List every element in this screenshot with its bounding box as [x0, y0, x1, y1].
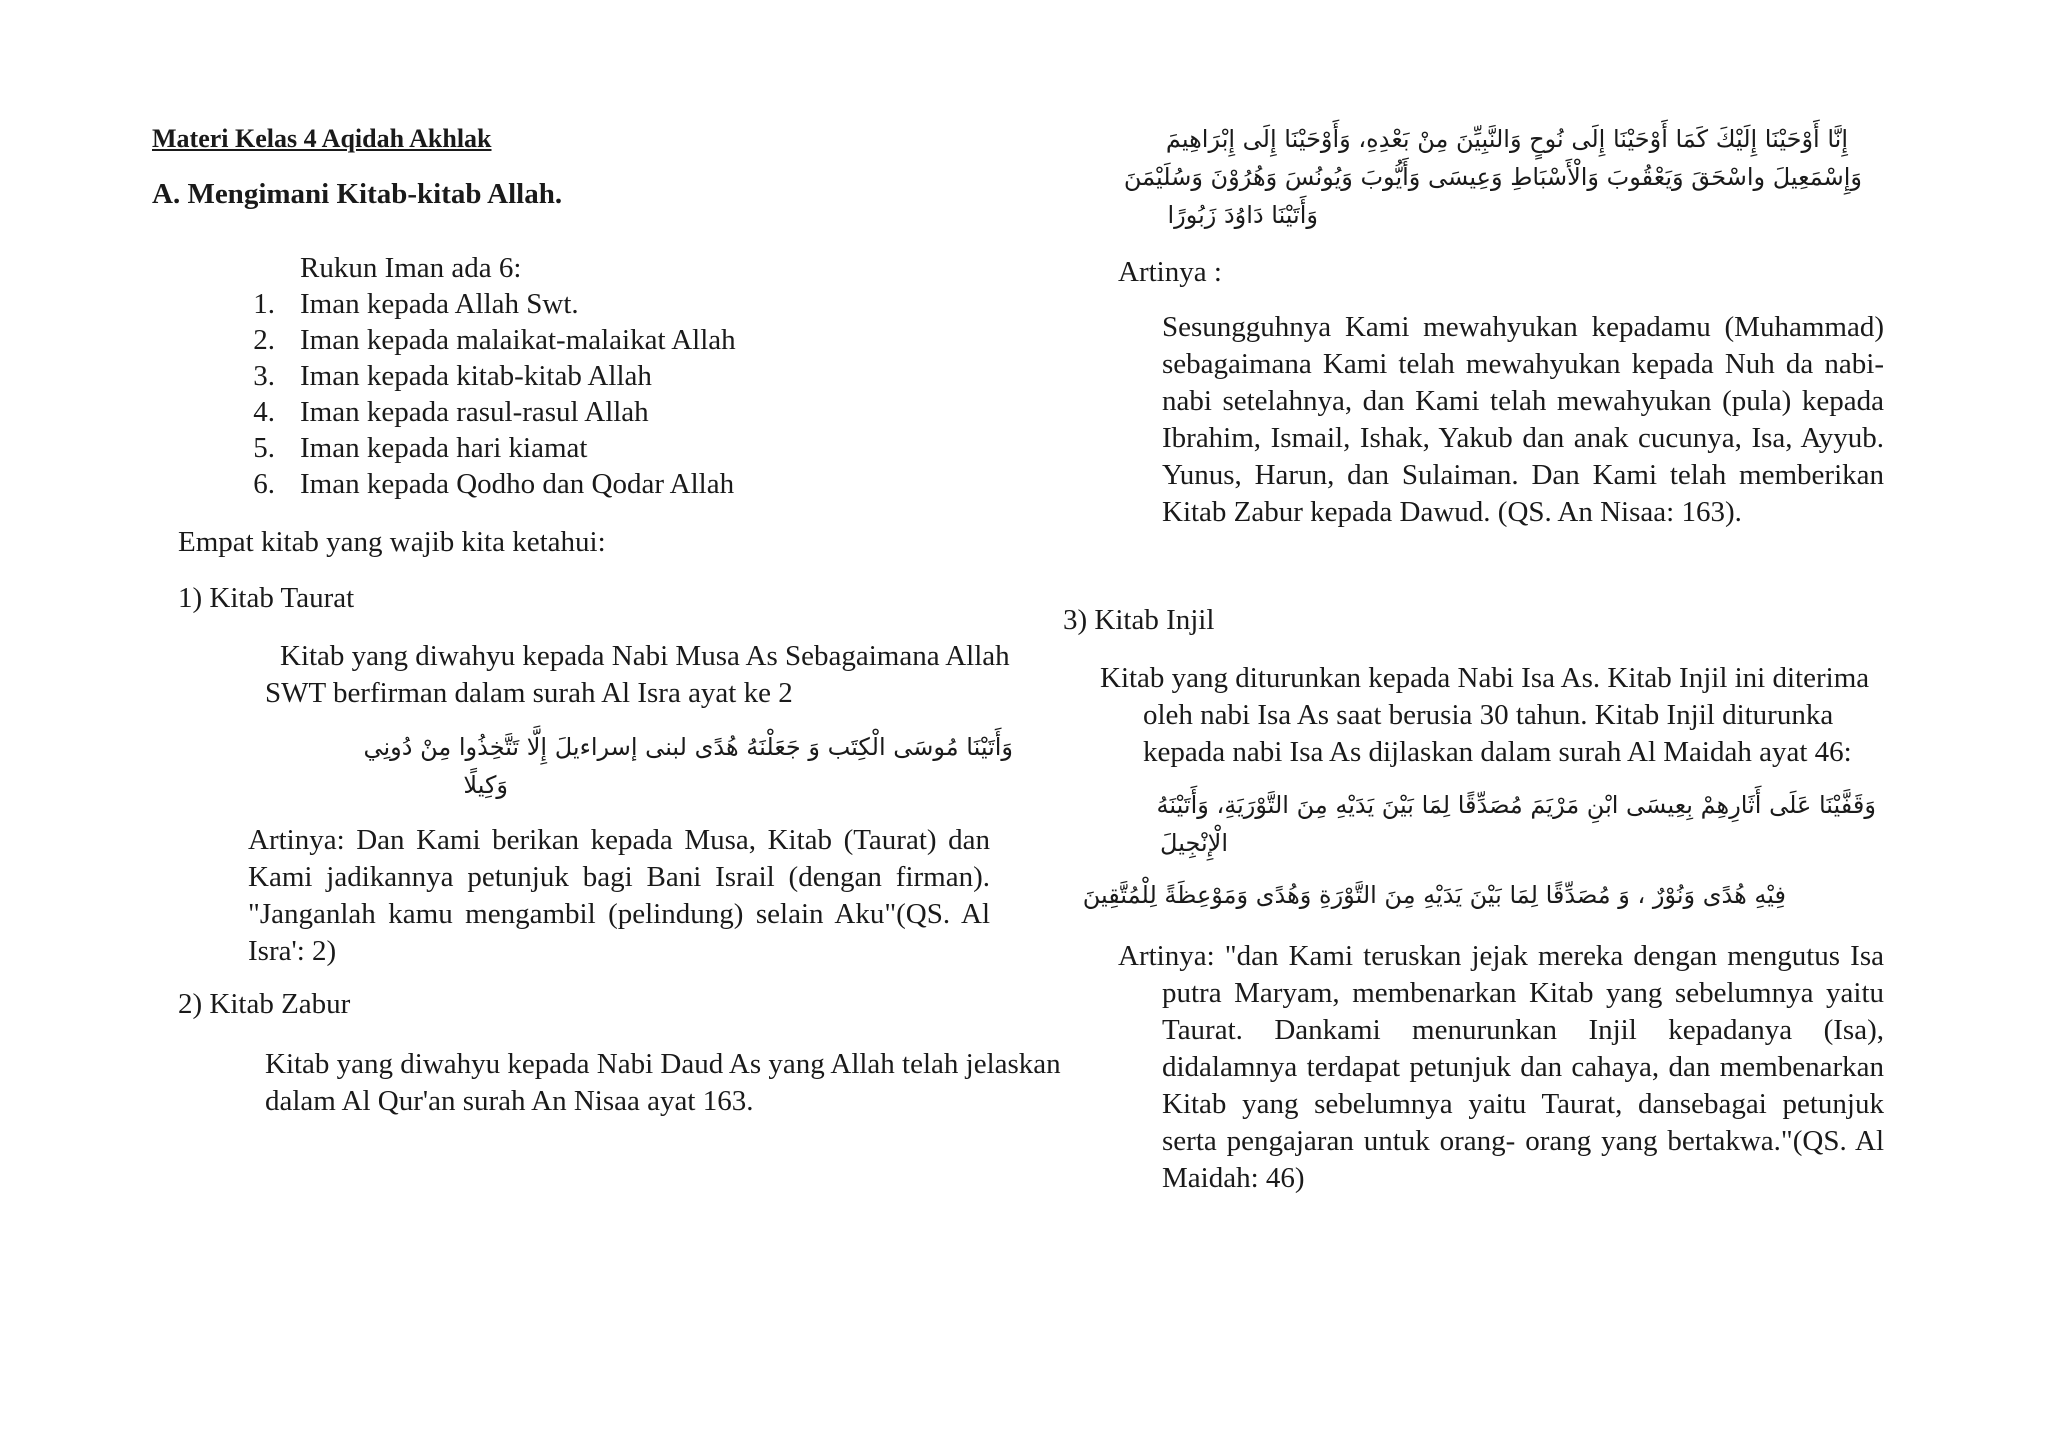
injil-artinya-line: Maidah: 46): [1162, 1162, 1305, 1194]
empat-kitab-text: Empat kitab yang wajib kita ketahui:: [178, 526, 606, 558]
list-item: Iman kepada malaikat-malaikat Allah: [300, 324, 736, 356]
taurat-artinya-line: Artinya: Dan Kami berikan kepada Musa, Kitab (Taurat) dan: [248, 824, 990, 856]
section-heading: A. Mengimani Kitab-kitab Allah.: [152, 178, 563, 210]
injil-arabic-line: الْإِنْجِيلَ: [1160, 829, 1228, 857]
taurat-artinya-line: Kami jadikannya petunjuk bagi Bani Israil (dengan firman).: [248, 861, 990, 893]
injil-desc-line: oleh nabi Isa As saat berusia 30 tahun. Kitab Injil diturunka: [1143, 699, 1834, 731]
list-item: Iman kepada kitab-kitab Allah: [300, 360, 652, 392]
injil-artinya-line: Artinya: "dan Kami teruskan jejak mereka dengan mengutus Isa: [1118, 940, 1884, 972]
zabur-artinya-line: Ibrahim, Ismail, Ishak, Yakub dan anak cucunya, Isa, Ayyub.: [1162, 422, 1884, 454]
list-item: Iman kepada rasul-rasul Allah: [300, 396, 649, 428]
taurat-desc-line: SWT berfirman dalam surah Al Isra ayat ke 2: [265, 677, 793, 709]
injil-artinya-line: didalamnya terdapat petunjuk dan cahaya, dan membenarkan: [1162, 1051, 1884, 1083]
list-number: 2.: [253, 324, 275, 356]
taurat-artinya-line: "Janganlah kamu mengambil (pelindung) selain Aku"(QS. Al: [248, 898, 990, 930]
list-number: 5.: [253, 432, 275, 464]
zabur-artinya-line: sebagaimana Kami telah mewahyukan kepada Nuh da nabi-: [1162, 348, 1884, 380]
list-item: Iman kepada Qodho dan Qodar Allah: [300, 468, 735, 500]
injil-arabic-line: فِيْهِ هُدًى وَنُوْرٌ ، وَ مُصَدِّقًا لِمَا بَيْنَ يَدَيْهِ مِنَ التَّوْرَةِ وَهُدًى وَمَوْعِظَةً لِلْمُتَّقِينَ: [1082, 881, 1786, 909]
zabur-desc-line: dalam Al Qur'an surah An Nisaa ayat 163.: [265, 1085, 754, 1117]
list-number: 3.: [253, 360, 275, 392]
taurat-artinya: [248, 822, 990, 970]
zabur-artinya: [1162, 309, 1884, 531]
taurat-arabic-line: وَكِيلًا: [463, 771, 508, 799]
list-item: Iman kepada hari kiamat: [300, 432, 588, 464]
zabur-artinya-line: Yunus, Harun, dan Sulaiman. Dan Kami telah memberikan: [1162, 459, 1884, 491]
zabur-arabic-line: وَأَتَيْنَا دَاوُدَ زَبُورًا: [1167, 201, 1318, 229]
injil-desc-line: kepada nabi Isa As dijlaskan dalam surah Al Maidah ayat 46:: [1143, 736, 1852, 768]
injil-artinya-line: Kitab yang sebelumnya yaitu Taurat, dansebagai petunjuk: [1162, 1088, 1884, 1120]
list-number: 1.: [253, 288, 275, 320]
zabur-arabic-line: وَإِسْمَعِيلَ واسْحَقَ وَيَعْقُوبَ وَالْأَسْبَاطِ وَعِيسَى وَأَيُّوبَ وَيُونُسَ وَهُرُوْنَ وَسُلَيْمَنَ: [1123, 163, 1862, 191]
zabur-heading: 2) Kitab Zabur: [178, 988, 351, 1020]
taurat-heading: 1) Kitab Taurat: [178, 582, 355, 614]
list-number: 6.: [253, 468, 275, 500]
taurat-arabic-line: وَأَتَيْنَا مُوسَى الْكِتَب وَ جَعَلْنَهُ هُدًى لبنى إسراءيلَ إِلَّا تَتَّخِذُوا مِنْ دُونِي: [363, 733, 1013, 761]
list-number: 4.: [253, 396, 275, 428]
zabur-artinya-label: Artinya :: [1118, 256, 1222, 288]
document-title: Materi Kelas 4 Aqidah Akhlak: [152, 124, 492, 153]
list-item: Iman kepada Allah Swt.: [300, 288, 579, 320]
injil-desc-line: Kitab yang diturunkan kepada Nabi Isa As. Kitab Injil ini diterima: [1100, 662, 1870, 694]
rukun-intro: Rukun Iman ada 6:: [300, 252, 522, 284]
zabur-artinya-line: Kitab Zabur kepada Dawud. (QS. An Nisaa: 163).: [1162, 496, 1742, 528]
taurat-artinya-line: Isra': 2): [248, 935, 337, 967]
injil-artinya-line: putra Maryam, membenarkan Kitab yang sebelumnya yaitu: [1162, 977, 1884, 1009]
injil-artinya-line: serta pengajaran untuk orang- orang yang bertakwa."(QS. Al: [1162, 1125, 1884, 1157]
injil-arabic-line: وَقَفَّيْنَا عَلَى أَثَارِهِمْ بِعِيسَى ابْنِ مَرْيَمَ مُصَدِّقًا لِمَا بَيْنَ يَدَيْهِ مِنَ التَّوْرَيَةِ، وَأَتَيْنَهُ: [1156, 791, 1876, 819]
zabur-arabic-line: إِنَّا أَوْحَيْنَا إِلَيْكَ كَمَا أَوْحَيْنَا إِلَى نُوحٍ وَالنَّبِيِّنَ مِنْ بَعْدِهِ، وَأَوْحَيْنَا إِلَى إِبْرَاهِيمَ: [1165, 125, 1848, 153]
taurat-desc-line: Kitab yang diwahyu kepada Nabi Musa As Sebagaimana Allah: [280, 640, 1010, 672]
zabur-artinya-line: Sesungguhnya Kami mewahyukan kepadamu (Muhammad): [1162, 311, 1884, 343]
injil-artinya: [1118, 938, 1884, 1197]
zabur-desc-line: Kitab yang diwahyu kepada Nabi Daud As yang Allah telah jelaskan: [265, 1048, 1061, 1080]
injil-artinya-line: Taurat. Dankami menurunkan Injil kepadanya (Isa),: [1162, 1014, 1884, 1046]
zabur-artinya-line: nabi setelahnya, dan Kami telah mewahyukan (pula) kepada: [1162, 385, 1884, 417]
injil-heading: 3) Kitab Injil: [1063, 604, 1215, 636]
